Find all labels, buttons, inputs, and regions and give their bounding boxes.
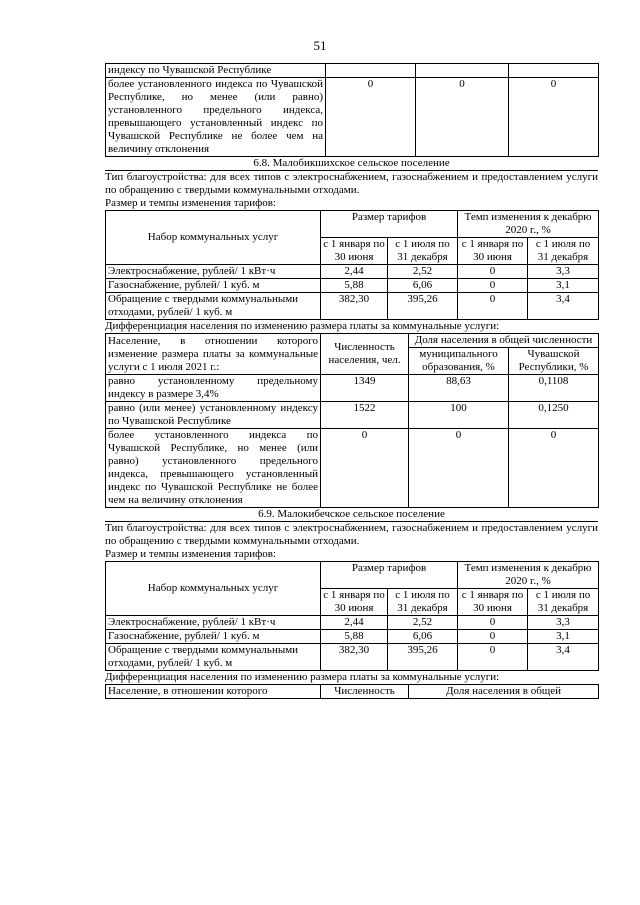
table-header: с 1 января по 30 июня	[321, 238, 388, 265]
table-cell: 0	[326, 78, 416, 157]
table-cell: 5,88	[321, 279, 388, 293]
table-cell: индексу по Чувашской Республике	[106, 64, 326, 78]
table-cell: равно (или менее) установленному индексу по Чувашской Республике	[106, 402, 321, 429]
table-cell: 2,52	[388, 265, 458, 279]
section-type-text: Тип благоустройства: для всех типов с электроснабжением, газоснабжением и предоставлением услуги по обращению с твердыми коммунальными отходами.	[105, 171, 598, 196]
table-header: Население, в отношении которого изменение размера платы за коммунальные услуги с 1 июля 2021 г.:	[106, 334, 321, 375]
page-number: 51	[313, 38, 327, 53]
table-cell: 3,3	[528, 265, 599, 279]
table-cell: 0	[458, 616, 528, 630]
continuation-table	[105, 63, 599, 157]
diff-title: Дифференциация населения по изменению размера платы за коммунальные услуги:	[105, 671, 500, 683]
table-cell: Электроснабжение, рублей/ 1 кВт·ч	[106, 265, 321, 279]
table-header: с 1 января по 30 июня	[321, 589, 388, 616]
table-row	[106, 293, 599, 320]
table-cell: 0	[509, 429, 599, 508]
table-cell: 0	[458, 644, 528, 671]
table-cell: 3,1	[528, 630, 599, 644]
table-row	[106, 211, 599, 238]
table-cell: 1522	[321, 402, 409, 429]
table-cell: 2,44	[321, 265, 388, 279]
table-header: Темп изменения к декабрю 2020 г., %	[458, 211, 599, 238]
table-cell: 0	[321, 429, 409, 508]
table-cell: 88,63	[409, 375, 509, 402]
table-row	[106, 630, 599, 644]
section-type-text: Тип благоустройства: для всех типов с электроснабжением, газоснабжением и предоставлением услуги по обращению с твердыми коммунальными отходами.	[105, 522, 598, 547]
table-cell: 382,30	[321, 644, 388, 671]
table-header: с 1 июля по 31 декабря	[388, 589, 458, 616]
table-cell: более установленного индекса по Чувашской Республике, но менее (или равно) установленного предельного индекса, превышающего установленный индекс по Чувашской Республике не более чем на величину отклонения	[106, 78, 326, 157]
table-cell: Обращение с твердыми коммунальными отходами, рублей/ 1 куб. м	[106, 293, 321, 320]
table-header: Доля населения в общей численности	[409, 334, 599, 348]
table-cell: 0	[458, 293, 528, 320]
table-header: Набор коммунальных услуг	[106, 562, 321, 616]
table-header: с 1 июля по 31 декабря	[528, 589, 599, 616]
table-header: с 1 июля по 31 декабря	[528, 238, 599, 265]
table-row	[106, 616, 599, 630]
table-row	[106, 644, 599, 671]
table-header: Численность	[321, 685, 409, 699]
table-row	[106, 685, 599, 699]
table-cell: 0	[458, 279, 528, 293]
diff-table-partial	[105, 684, 599, 699]
tariffs-table	[105, 210, 599, 320]
tariffs-table	[105, 561, 599, 671]
table-cell: Электроснабжение, рублей/ 1 кВт·ч	[106, 616, 321, 630]
table-header: Размер тарифов	[321, 211, 458, 238]
table-cell: 395,26	[388, 644, 458, 671]
table-cell: 3,4	[528, 293, 599, 320]
section-heading: 6.8. Малобикшихское сельское поселение	[105, 157, 598, 171]
table-cell: равно установленному предельному индексу в размере 3,4%	[106, 375, 321, 402]
table-row	[106, 279, 599, 293]
table-cell: 0	[509, 78, 599, 157]
table-row	[106, 562, 599, 589]
table-row	[106, 334, 599, 348]
table-header: Доля населения в общей	[409, 685, 599, 699]
table-cell: 2,52	[388, 616, 458, 630]
table-cell: 6,06	[388, 279, 458, 293]
table-row	[106, 429, 599, 508]
table-header: Размер тарифов	[321, 562, 458, 589]
table-header: Численность населения, чел.	[321, 334, 409, 375]
table-cell: Обращение с твердыми коммунальными отходами, рублей/ 1 куб. м	[106, 644, 321, 671]
table-cell: 1349	[321, 375, 409, 402]
table-cell: 100	[409, 402, 509, 429]
table-cell: 0	[458, 265, 528, 279]
table-header: Население, в отношении которого	[106, 685, 321, 699]
table-header: с 1 июля по 31 декабря	[388, 238, 458, 265]
table-cell: 3,3	[528, 616, 599, 630]
table-cell: 6,06	[388, 630, 458, 644]
diff-table	[105, 333, 599, 508]
table-header: Темп изменения к декабрю 2020 г., %	[458, 562, 599, 589]
table-row	[106, 402, 599, 429]
document-body	[105, 63, 598, 699]
table-cell: 395,26	[388, 293, 458, 320]
table-header: Набор коммунальных услуг	[106, 211, 321, 265]
table-cell: Газоснабжение, рублей/ 1 куб. м	[106, 630, 321, 644]
table-header: с 1 января по 30 июня	[458, 238, 528, 265]
table-cell: 5,88	[321, 630, 388, 644]
tariffs-title: Размер и темпы изменения тарифов:	[105, 197, 276, 209]
table-row	[106, 78, 599, 157]
tariffs-title: Размер и темпы изменения тарифов:	[105, 548, 276, 560]
section-heading: 6.9. Малокибечское сельское поселение	[105, 508, 598, 522]
table-row	[106, 265, 599, 279]
table-cell: 0,1108	[509, 375, 599, 402]
table-cell: 3,1	[528, 279, 599, 293]
table-header: Чувашской Республики, %	[509, 348, 599, 375]
table-cell: 0	[409, 429, 509, 508]
table-cell: 382,30	[321, 293, 388, 320]
table-cell: 0	[458, 630, 528, 644]
table-header: с 1 января по 30 июня	[458, 589, 528, 616]
table-cell: более установленного индекса по Чувашской Республике, но менее (или равно) установленного предельного индекса, превышающего установленный индекс по Чувашской Республике не более чем на величину отклонения	[106, 429, 321, 508]
table-cell: 3,4	[528, 644, 599, 671]
diff-title: Дифференциация населения по изменению размера платы за коммунальные услуги:	[105, 320, 500, 332]
table-cell: 0,1250	[509, 402, 599, 429]
table-header: муниципального образования, %	[409, 348, 509, 375]
table-cell: 0	[416, 78, 509, 157]
table-row	[106, 64, 599, 78]
table-cell: Газоснабжение, рублей/ 1 куб. м	[106, 279, 321, 293]
table-cell: 2,44	[321, 616, 388, 630]
table-row	[106, 375, 599, 402]
